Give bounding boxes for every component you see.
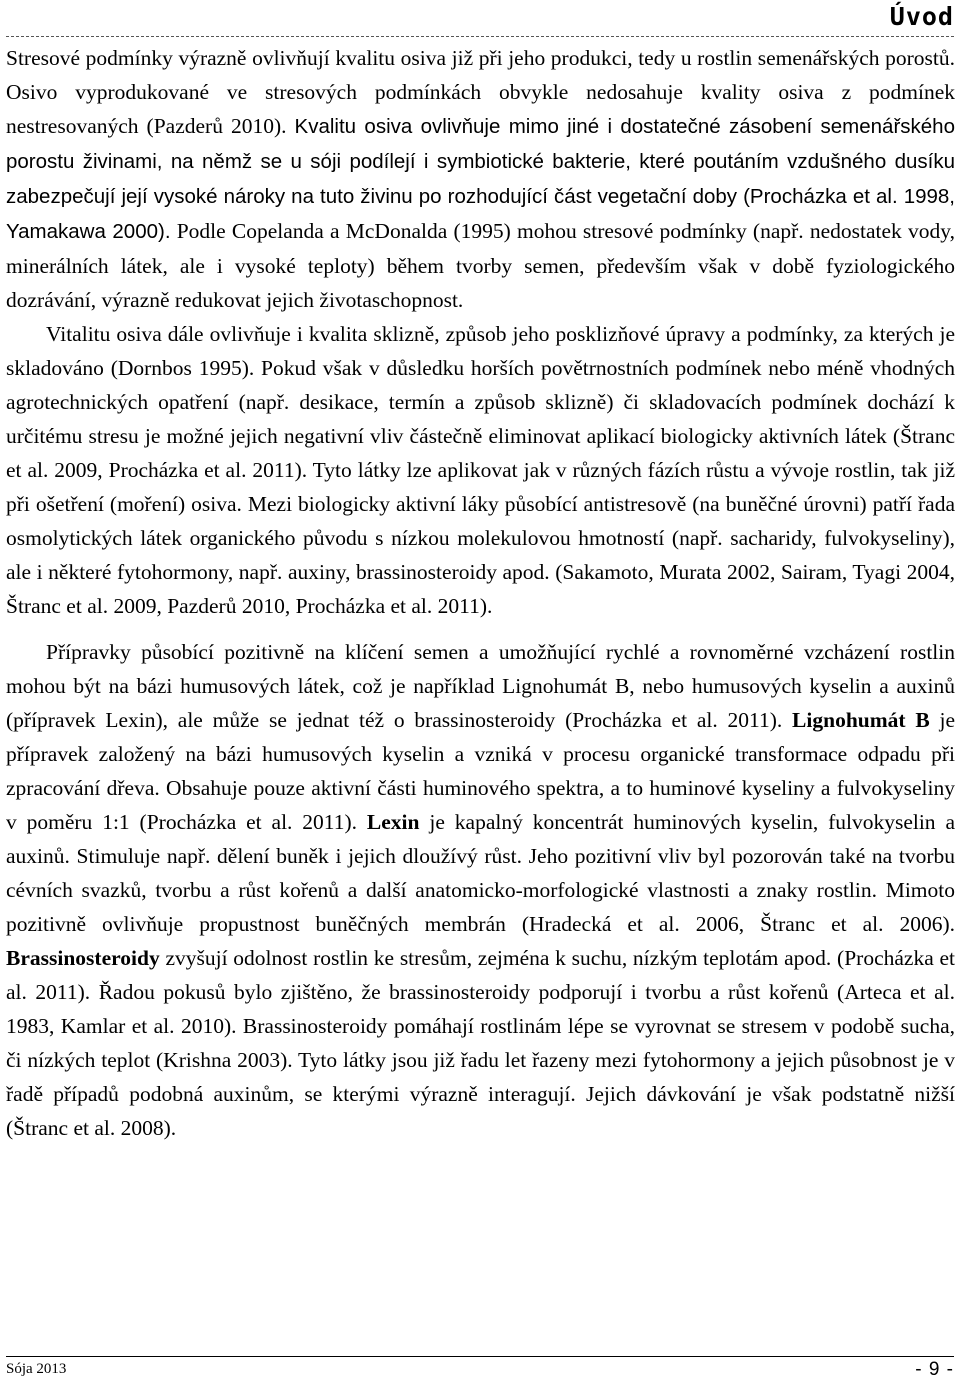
term-lexin: Lexin [366,810,420,834]
page-number: - 9 - [915,1359,954,1380]
text-segment: Stresové podmínky výrazně ovlivňují kvalitu osiva již při jeho produkci, tedy u rostlin semenářských porostů. Osivo vyprodukované ve stresových podmínkách obvykle nedosahuje kvality osiva z podmínek nestresovaných (Pazderů 2010). [6,46,955,138]
paragraph-1 [6,41,955,317]
page-header [6,0,954,37]
footer-document-title: Sója 2013 [6,1361,67,1377]
page-footer [6,1356,954,1384]
term-lignohumat: Lignohumát B [792,708,930,732]
text-segment: Přípravky působící pozitivně na klíčení semen a umožňující rychlé a rovnoměrné vzcházení rostlin mohou být na bázi humusových látek, což je například Lignohumát B, nebo humusových kyselin a auxinů (přípravek Lexin), ale může se jednat též o brassinosteroidy (Procházka et al. 2011). [6,640,955,732]
text-segment: Podle Copelanda a McDonalda (1995) mohou stresové podmínky (např. nedostatek vody, minerálních látek, ale i vysoké teploty) během tvorby semen, především však v době fyziologického dozrávání, výrazně redukovat jejich životaschopnost. [6,219,955,312]
paragraph-2 [6,317,955,623]
text-segment-sans: Kvalitu osiva ovlivňuje mimo jiné i dostatečné zásobení semenářského porostu živinami, na němž se u sóji podílejí i symbiotické bakterie, které poutáním vzdušného dusíku zabezpečují její vysoké nároky na tuto živinu po rozhodující část vegetační doby (Procházka et al. 1998, Yamakawa 2000). [6,115,955,243]
body-text [6,41,955,1145]
term-brassinosteroidy: Brassinosteroidy [6,946,160,970]
paragraph-3 [6,635,955,1145]
text-segment: Vitalitu osiva dále ovlivňuje i kvalita sklizně, způsob jeho posklizňové úpravy a podmínky, za kterých je skladováno (Dornbos 1995). Pokud však v důsledku horších povětrnostních podmínek nebo méně vhodných agrotechnických opatření (např. desikace, termín a způsob sklizně) či skladovacích podmínek dochází k určitému stresu je možné jejich negativní vliv částečně eliminovat aplikací biologicky aktivních látek (Štranc et al. 2009, Procházka et al. 2011). Tyto látky lze aplikovat jak v různých fázích růstu a vývoje rostlin, tak již při ošetření (moření) osiva. Mezi biologicky aktivní láky působící antistresově (na buněčné úrovni) patří řada osmolytických látek organického původu s nízkou molekulovou hmotností (např. sacharidy, fulvokyseliny), ale i některé fytohormony, např. auxiny, brassinosteroidy apod. (Sakamoto, Murata 2002, Sairam, Tyagi 2004, Štranc et al. 2009, Pazderů 2010, Procházka et al. 2011). [6,322,955,618]
section-title: Úvod [889,2,954,31]
text-segment: je kapalný koncentrát huminových kyselin, fulvokyselin a auxinů. Stimuluje např. dělení buněk i jejich dloužívý růst. Jeho pozitivní vliv byl pozorován také na tvorbu cévních svazků, tvorbu a růst kořenů a další anatomicko-morfologické vlastnosti a znaky rostlin. Mimoto pozitivně ovlivňuje propustnost buněčných membrán (Hradecká et al. 2006, Štranc et al. 2006). [6,810,955,936]
text-segment: zvyšují odolnost rostlin ke stresům, zejména k suchu, nízkým teplotám apod. (Procházka et al. 2011). Řadou pokusů bylo zjištěno, že brassinosteroidy podporují i tvorbu a růst kořenů (Arteca et al. 1983, Kamlar et al. 2010). Brassinosteroidy pomáhají rostlinám lépe se vyrovnat se stresem v podobě sucha, či nízkých teplot (Krishna 2003). Tyto látky jsou již řadu let řazeny mezi fytohormony a jejich působnost je v řadě případů podobná auxinům, se kterými výrazně interagují. Jejich dávkování je však podstatně nižší (Štranc et al. 2008). [6,946,955,1140]
text-segment: je přípravek založený na bázi humusových kyselin a vzniká v procesu organické transformace odpadu při zpracování dřeva. Obsahuje pouze aktivní části huminového spektra, a to huminové kyseliny a fulvokyseliny v poměru 1:1 (Procházka et al. 2011). [6,708,955,834]
